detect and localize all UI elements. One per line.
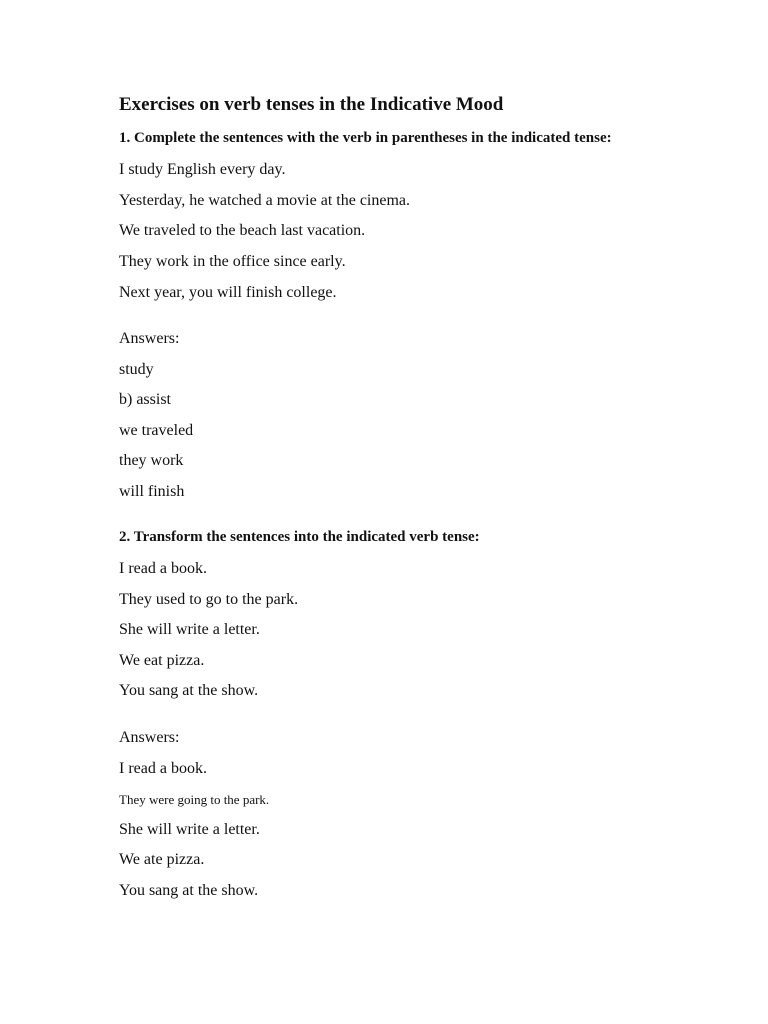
section-1-sentence: I study English every day. [119, 161, 286, 178]
section-1-answer: will finish [119, 483, 185, 500]
section-1-sentence: We traveled to the beach last vacation. [119, 222, 366, 239]
section-2-sentence: I read a book. [119, 560, 207, 577]
section-2-answers-label: Answers: [119, 729, 180, 746]
section-2-answer: You sang at the show. [119, 882, 259, 899]
section-1-answer: we traveled [119, 422, 194, 439]
section-1-answer: they work [119, 452, 184, 469]
section-2-answer: I read a book. [119, 760, 207, 777]
section-1-answer: b) assist [119, 391, 171, 408]
section-1-sentence: They work in the office since early. [119, 253, 346, 270]
section-1-answers-label: Answers: [119, 330, 180, 347]
section-1-answer: study [119, 361, 154, 378]
section-2-answer: We ate pizza. [119, 851, 205, 868]
section-2-sentence: We eat pizza. [119, 652, 205, 669]
section-2-sentence: They used to go to the park. [119, 591, 299, 608]
section-1-sentence: Yesterday, he watched a movie at the cinema. [119, 192, 411, 209]
section-2-sentence: You sang at the show. [119, 682, 259, 699]
section-2-answer: She will write a letter. [119, 821, 260, 838]
section-1-sentence: Next year, you will finish college. [119, 284, 337, 301]
section-1-heading: 1. Complete the sentences with the verb in parentheses in the indicated tense: [119, 130, 612, 146]
section-2-heading: 2. Transform the sentences into the indicated verb tense: [119, 529, 480, 545]
section-2-sentence: She will write a letter. [119, 621, 260, 638]
section-2-answer: They were going to the park. [119, 792, 270, 807]
document-title: Exercises on verb tenses in the Indicative Mood [119, 94, 504, 115]
